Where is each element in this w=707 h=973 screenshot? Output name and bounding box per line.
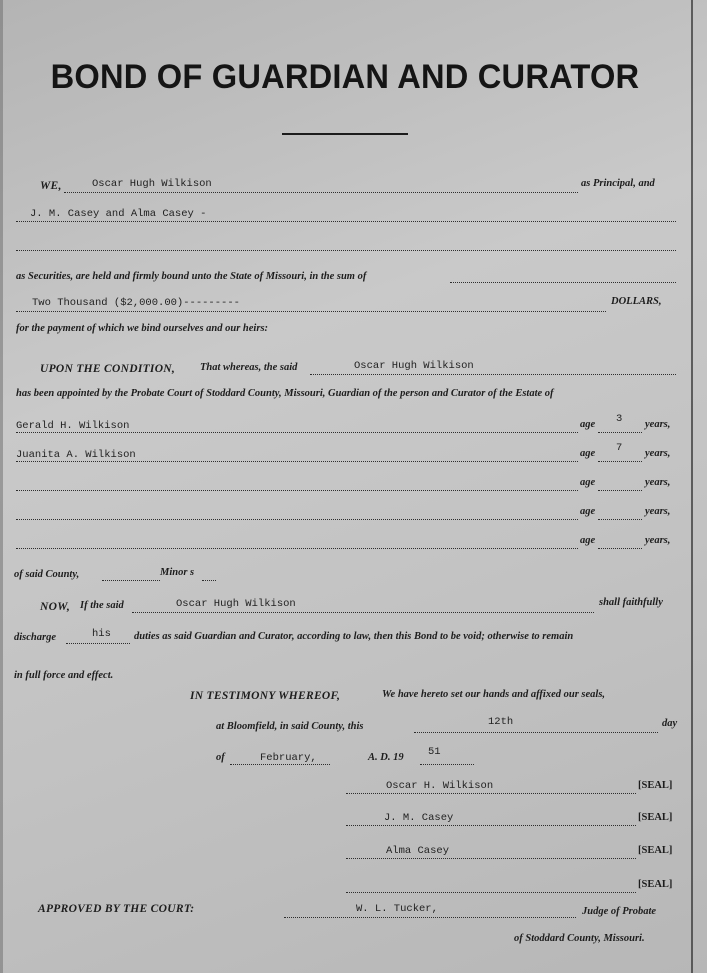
judge-name: W. L. Tucker, xyxy=(356,903,438,915)
guardian-line xyxy=(310,374,676,375)
years-label-1: years, xyxy=(645,419,671,430)
years-label-5: years, xyxy=(645,535,671,546)
signature-3: Alma Casey xyxy=(386,845,450,857)
signature-line-2 xyxy=(346,825,636,826)
minors-line xyxy=(202,580,216,581)
years-label-4: years, xyxy=(645,506,671,517)
his-line xyxy=(66,643,130,644)
age-label-1: age xyxy=(580,419,596,430)
age-label-5: age xyxy=(580,535,596,546)
at-bloomfield: at Bloomfield, in said County, this xyxy=(216,721,364,732)
seal-3: [SEAL] xyxy=(638,845,673,856)
minor-name-2: Juanita A. Wilkison xyxy=(16,449,136,461)
age-line-3 xyxy=(598,490,642,491)
scan-edge-right xyxy=(691,0,693,973)
of-said-county: of said County, xyxy=(14,569,80,580)
approved-label: APPROVED BY THE COURT: xyxy=(38,903,195,915)
signature-2: J. M. Casey xyxy=(384,812,454,824)
age-label-2: age xyxy=(580,448,596,459)
ad-label: A. D. 19 xyxy=(368,752,404,763)
signature-1: Oscar H. Wilkison xyxy=(386,780,494,792)
testimony-label: IN TESTIMONY WHEREOF, xyxy=(190,690,341,702)
guardian-name: Oscar Hugh Wilkison xyxy=(354,360,474,372)
we-label: WE, xyxy=(40,180,62,192)
dollars-label: DOLLARS, xyxy=(611,296,662,307)
amount-line xyxy=(16,311,606,312)
now-name-line xyxy=(132,612,594,613)
age-label-4: age xyxy=(580,506,596,517)
minor-line-4 xyxy=(16,519,578,520)
age-line-4 xyxy=(598,519,642,520)
judge-line xyxy=(284,917,576,918)
minor-line-1 xyxy=(16,432,578,433)
day-number: 12th xyxy=(488,716,514,728)
month-line xyxy=(230,764,330,765)
blank-line xyxy=(16,250,676,251)
payment-text: for the payment of which we bind ourselves and our heirs: xyxy=(16,323,269,334)
signature-line-1 xyxy=(346,793,636,794)
as-principal-label: as Principal, and xyxy=(581,178,655,189)
principal-name: Oscar Hugh Wilkison xyxy=(92,178,212,190)
appointed-text: has been appointed by the Probate Court of Stoddard County, Missouri, Guardian of the person and Curator of the Estate of xyxy=(16,388,554,399)
upon-condition-label: UPON THE CONDITION, xyxy=(40,363,176,375)
minor-age-1: 3 xyxy=(616,413,623,425)
year-line xyxy=(420,764,474,765)
sum-line xyxy=(450,282,676,283)
full-force-text: in full force and effect. xyxy=(14,670,114,681)
age-line-1 xyxy=(598,432,642,433)
years-label-3: years, xyxy=(645,477,671,488)
age-line-2 xyxy=(598,461,642,462)
minor-line-3 xyxy=(16,490,578,491)
minor-line-2 xyxy=(16,461,578,462)
age-line-5 xyxy=(598,548,642,549)
testimony-text: We have hereto set our hands and affixed our seals, xyxy=(382,689,606,700)
day-line xyxy=(414,732,658,733)
document-title: BOND OF GUARDIAN AND CURATOR xyxy=(50,58,640,96)
duties-text: duties as said Guardian and Curator, according to law, then this Bond to be void; otherwise to remain xyxy=(134,631,574,642)
whereas-label: That whereas, the said xyxy=(200,362,298,373)
securities-line xyxy=(16,221,676,222)
signature-line-4 xyxy=(346,892,636,893)
now-label: NOW, xyxy=(40,601,71,613)
minor-age-2: 7 xyxy=(616,442,623,454)
securities-text: as Securities, are held and firmly bound unto the State of Missouri, in the sum of xyxy=(16,271,367,282)
minors-label: Minor s xyxy=(160,567,195,578)
judge-title: Judge of Probate xyxy=(582,906,657,917)
scan-edge-left xyxy=(0,0,3,973)
title-rule xyxy=(282,133,408,135)
county-label: of Stoddard County, Missouri. xyxy=(514,933,645,944)
of-label: of xyxy=(216,752,225,763)
securities-names: J. M. Casey and Alma Casey - xyxy=(30,208,207,220)
his-value: his xyxy=(92,628,111,640)
if-said-label: If the said xyxy=(80,600,124,611)
county-line xyxy=(102,580,160,581)
shall-faithfully-label: shall faithfully xyxy=(599,597,663,608)
age-label-3: age xyxy=(580,477,596,488)
minor-name-1: Gerald H. Wilkison xyxy=(16,420,130,432)
discharge-label: discharge xyxy=(14,632,56,643)
signature-line-3 xyxy=(346,858,636,859)
minor-line-5 xyxy=(16,548,578,549)
now-name: Oscar Hugh Wilkison xyxy=(176,598,296,610)
amount-text: Two Thousand ($2,000.00)--------- xyxy=(32,297,240,309)
seal-1: [SEAL] xyxy=(638,780,673,791)
seal-2: [SEAL] xyxy=(638,812,673,823)
years-label-2: years, xyxy=(645,448,671,459)
day-label: day xyxy=(662,718,678,729)
principal-line xyxy=(64,192,578,193)
year-value: 51 xyxy=(428,746,441,758)
month-value: February, xyxy=(260,752,317,764)
seal-4: [SEAL] xyxy=(638,879,673,890)
